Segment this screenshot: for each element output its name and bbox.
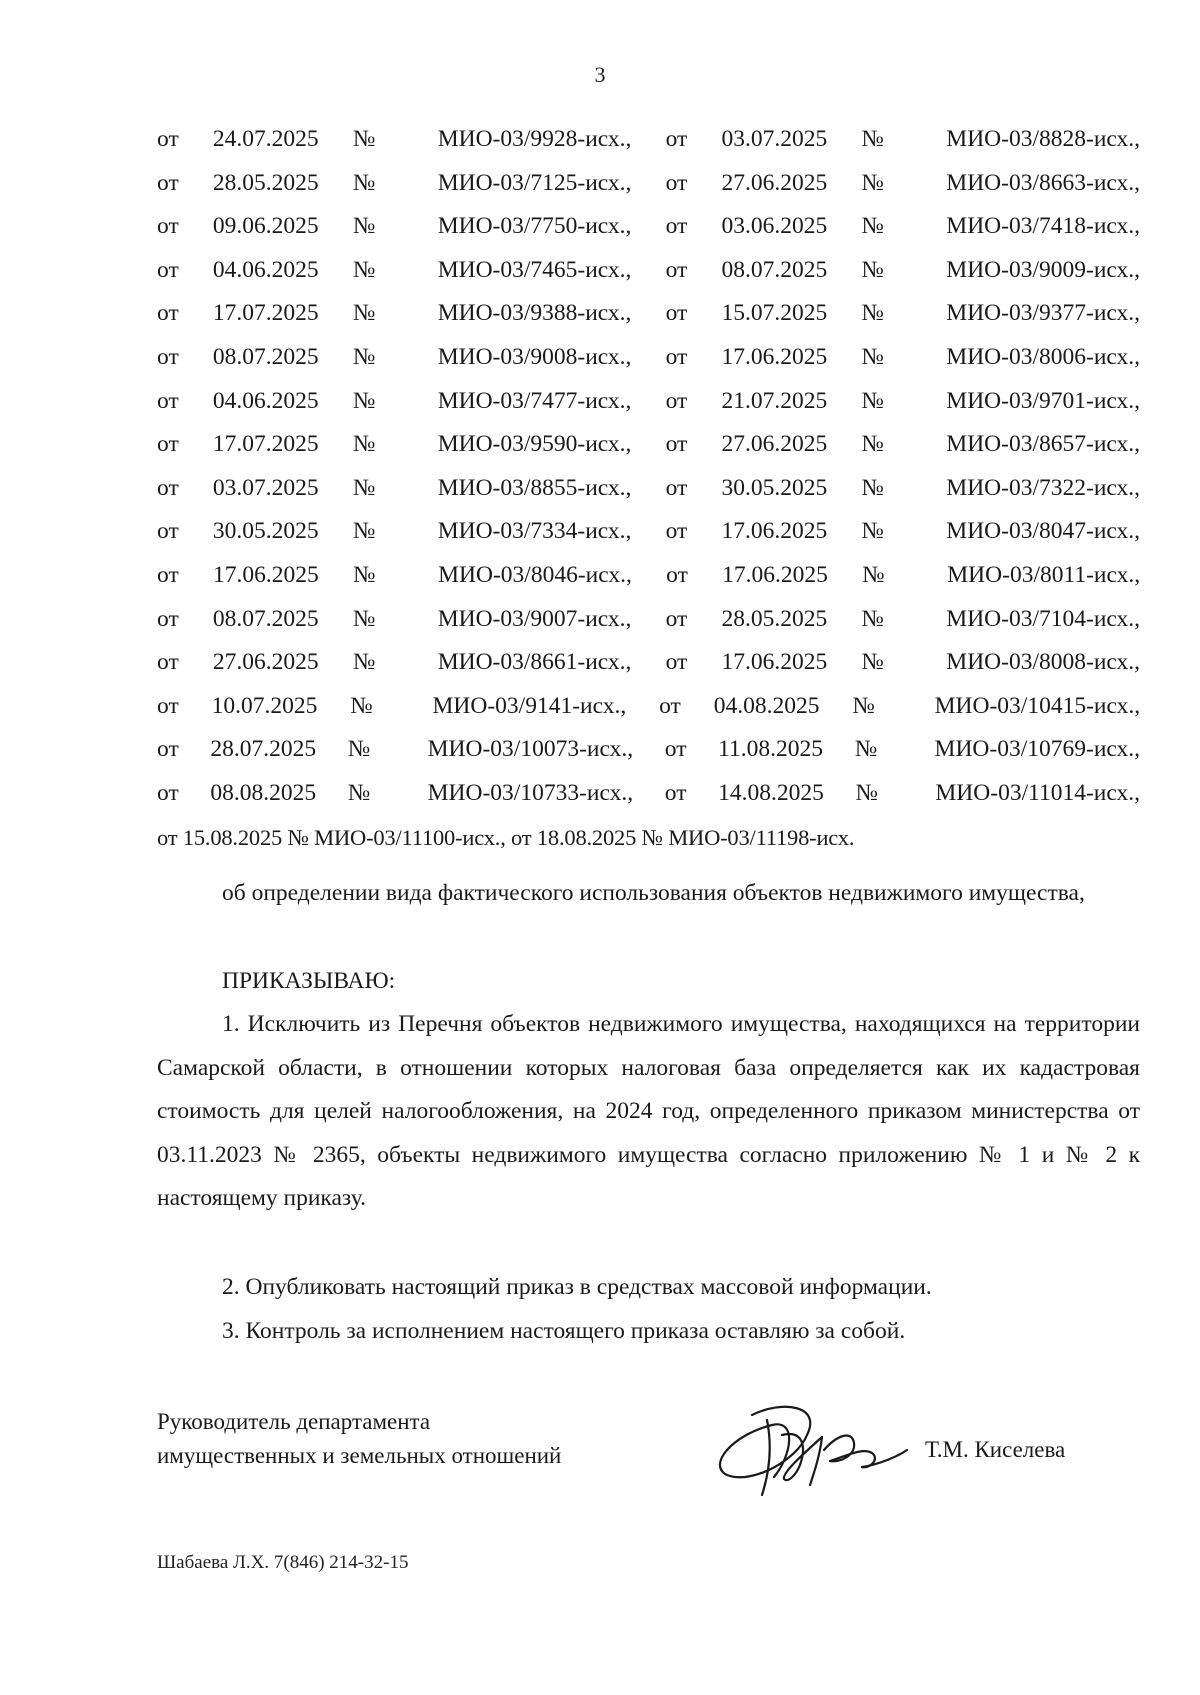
reference-line [157, 118, 1140, 162]
reference-token: № [861, 343, 913, 370]
reference-token: № [862, 561, 913, 588]
reference-token: МИО-03/8855-исх., [437, 474, 632, 501]
reference-token: от [664, 736, 687, 763]
executor-contact: Шабаева Л.Х. 7(846) 214-32-15 [157, 1552, 409, 1573]
reference-token: № [861, 649, 913, 676]
reference-token: МИО-03/9008-исх., [437, 343, 632, 370]
reference-token: 17.06.2025 [721, 518, 828, 545]
reference-token: 30.05.2025 [721, 474, 828, 501]
order-item-1: 1. Исключить из Перечня объектов недвижимого имущества, находящихся на территории Самарской области, в отношении которых налоговая база определяется как их кадастровая стоимость для целей налогообложения, на 2024 год, определенного приказом министерства от 03.11.2023 № 2365, объекты недвижимого имущества согласно приложению № 1 и № 2 к настоящему приказу. [157, 1011, 1140, 1212]
reference-token: МИО-03/9141-исх., [432, 692, 627, 719]
reference-token: МИО-03/11014-исх., [935, 779, 1140, 806]
signatory-title [157, 1405, 561, 1473]
reference-token: МИО-03/9590-исх., [437, 431, 632, 458]
reference-token: от [157, 256, 179, 283]
reference-token: 04.08.2025 [713, 692, 820, 719]
reference-token: от [157, 736, 179, 763]
reference-line [157, 380, 1140, 424]
reference-token: 17.06.2025 [721, 649, 828, 676]
reference-token: от [665, 431, 688, 458]
reference-token: 17.06.2025 [722, 561, 828, 588]
reference-token: 08.07.2025 [212, 605, 319, 632]
reference-token: № [861, 300, 913, 327]
reference-token: МИО-03/7465-исх., [437, 256, 632, 283]
reference-line [157, 772, 1140, 816]
reference-token: № [861, 213, 913, 240]
reference-token: МИО-03/10733-исх., [427, 779, 634, 806]
reference-token: от [157, 300, 179, 327]
reference-token: МИО-03/7322-исх., [946, 474, 1140, 501]
reference-token: МИО-03/8006-исх., [946, 343, 1140, 370]
reference-token: от [659, 692, 681, 719]
reference-token: МИО-03/8663-исх., [946, 169, 1140, 196]
reference-token: 27.06.2025 [212, 649, 319, 676]
reference-token: 28.05.2025 [212, 169, 319, 196]
reference-token: МИО-03/7334-исх., [437, 518, 632, 545]
reference-token: от [665, 126, 688, 152]
reference-list [157, 118, 1140, 859]
reference-token: № [852, 692, 902, 719]
reference-token: МИО-03/9928-исх., [437, 126, 632, 152]
reference-token: № [861, 256, 913, 283]
reference-line [157, 336, 1140, 380]
reference-token: 24.07.2025 [212, 126, 319, 152]
reference-token: МИО-03/10415-исх., [934, 692, 1140, 719]
basis-paragraph: об определении вида фактического использования объектов недвижимого имущества, [222, 880, 1085, 906]
reference-token: от [665, 169, 688, 196]
reference-token: № [352, 343, 404, 370]
reference-token: № [855, 779, 904, 806]
reference-token: от [157, 779, 179, 806]
handwritten-signature [712, 1395, 922, 1505]
reference-token: 03.06.2025 [721, 213, 828, 240]
reference-token: 17.06.2025 [213, 561, 319, 588]
reference-token: МИО-03/9007-исх., [437, 605, 632, 632]
reference-token: № [861, 169, 913, 196]
reference-token: МИО-03/10769-исх., [934, 736, 1140, 763]
reference-token: № [352, 169, 404, 196]
reference-token: № [861, 474, 913, 501]
reference-token: МИО-03/7477-исх., [437, 387, 632, 414]
reference-token: 10.07.2025 [211, 692, 318, 719]
reference-token: от [157, 387, 179, 414]
reference-token: от [157, 692, 179, 719]
order-item-3: 3. Контроль за исполнением настоящего приказа оставляю за собой. [222, 1318, 906, 1344]
reference-token: 09.06.2025 [212, 213, 319, 240]
reference-token: 28.05.2025 [721, 605, 828, 632]
reference-token: МИО-03/8657-исх., [946, 431, 1140, 458]
reference-token: МИО-03/9701-исх., [946, 387, 1140, 414]
reference-token: МИО-03/7750-исх., [437, 213, 632, 240]
reference-line [157, 162, 1140, 206]
reference-token: от [665, 256, 688, 283]
reference-token: 27.06.2025 [721, 431, 828, 458]
reference-token: № [854, 736, 903, 763]
reference-token: от [157, 561, 179, 588]
reference-token: № [352, 431, 404, 458]
reference-token: 15.07.2025 [721, 300, 828, 327]
reference-token: № [352, 474, 404, 501]
signatory-title-line-1: Руководитель департамента [157, 1409, 431, 1434]
reference-token: от [665, 387, 688, 414]
reference-token: № [350, 692, 400, 719]
reference-token: № [352, 300, 404, 327]
reference-token: № [861, 431, 913, 458]
reference-line-last: от 15.08.2025 № МИО-03/11100-исх., от 18.08.2025 № МИО-03/11198-исх. [157, 824, 855, 850]
reference-token: от [664, 779, 687, 806]
reference-token: 04.06.2025 [212, 256, 319, 283]
reference-line [157, 292, 1140, 336]
reference-token: 08.08.2025 [210, 779, 317, 806]
page-number: 3 [594, 62, 606, 87]
reference-token: от [665, 343, 688, 370]
reference-token: МИО-03/8008-исх., [946, 649, 1140, 676]
reference-token: МИО-03/9377-исх., [946, 300, 1140, 327]
reference-token: от [157, 474, 179, 501]
reference-line [157, 205, 1140, 249]
reference-token: от [665, 474, 688, 501]
reference-token: № [861, 518, 913, 545]
reference-token: 27.06.2025 [721, 169, 828, 196]
reference-token: 30.05.2025 [212, 518, 319, 545]
reference-token: МИО-03/8011-исх., [947, 561, 1140, 588]
reference-token: № [347, 736, 396, 763]
reference-token: от [665, 649, 688, 676]
reference-token: от [157, 169, 179, 196]
reference-line [157, 598, 1140, 642]
reference-line [157, 685, 1140, 729]
reference-token: МИО-03/7418-исх., [946, 213, 1140, 240]
reference-token: 04.06.2025 [212, 387, 319, 414]
reference-token: № [352, 649, 404, 676]
reference-line [157, 641, 1140, 685]
signatory-title-line-2: имущественных и земельных отношений [157, 1443, 562, 1468]
reference-token: от [665, 518, 688, 545]
reference-token: 03.07.2025 [721, 126, 828, 152]
signatory-name: Т.М. Киселева [925, 1437, 1066, 1462]
reference-token: МИО-03/9388-исх., [437, 300, 632, 327]
reference-line [157, 249, 1140, 293]
reference-token: от [157, 126, 179, 152]
reference-token: МИО-03/8661-исх., [437, 649, 632, 676]
reference-token: № [861, 605, 913, 632]
reference-token: от [665, 213, 688, 240]
reference-token: № [352, 387, 404, 414]
reference-token: от [665, 300, 688, 327]
reference-token: № [352, 126, 404, 152]
reference-token: МИО-03/8828-исх., [946, 126, 1140, 152]
reference-token: МИО-03/7125-исх., [437, 169, 632, 196]
reference-token: от [157, 431, 179, 458]
reference-token: от [157, 649, 179, 676]
reference-token: № [861, 387, 913, 414]
reference-line [157, 467, 1140, 511]
reference-token: 14.08.2025 [718, 779, 824, 806]
reference-token: от [157, 605, 179, 632]
reference-line [157, 728, 1140, 772]
reference-token: 17.07.2025 [212, 300, 319, 327]
reference-token: 17.07.2025 [212, 431, 319, 458]
reference-token: 03.07.2025 [212, 474, 319, 501]
reference-token: 08.07.2025 [721, 256, 828, 283]
reference-token: МИО-03/8047-исх., [946, 518, 1140, 545]
reference-token: от [665, 605, 688, 632]
order-item-2: 2. Опубликовать настоящий приказ в средствах массовой информации. [222, 1274, 932, 1300]
reference-token: 28.07.2025 [210, 736, 317, 763]
reference-token: № [353, 561, 404, 588]
reference-token: 11.08.2025 [718, 736, 824, 763]
reference-token: от [666, 561, 688, 588]
reference-token: № [861, 126, 913, 152]
reference-token: МИО-03/10073-исх., [427, 736, 634, 763]
reference-line [157, 423, 1140, 467]
reference-token: № [352, 213, 404, 240]
reference-token: № [352, 605, 404, 632]
reference-token: от [157, 213, 179, 240]
reference-line [157, 554, 1140, 598]
reference-token: № [352, 518, 404, 545]
reference-token: 08.07.2025 [212, 343, 319, 370]
reference-token: от [157, 518, 179, 545]
reference-token: МИО-03/7104-исх., [946, 605, 1140, 632]
reference-token: № [352, 256, 404, 283]
reference-line [157, 510, 1140, 554]
reference-token: 21.07.2025 [721, 387, 828, 414]
reference-token: МИО-03/8046-исх., [438, 561, 632, 588]
reference-token: № [347, 779, 396, 806]
reference-token: МИО-03/9009-исх., [946, 256, 1140, 283]
reference-token: 17.06.2025 [721, 343, 828, 370]
order-heading: ПРИКАЗЫВАЮ: [222, 968, 396, 994]
reference-token: от [157, 343, 179, 370]
